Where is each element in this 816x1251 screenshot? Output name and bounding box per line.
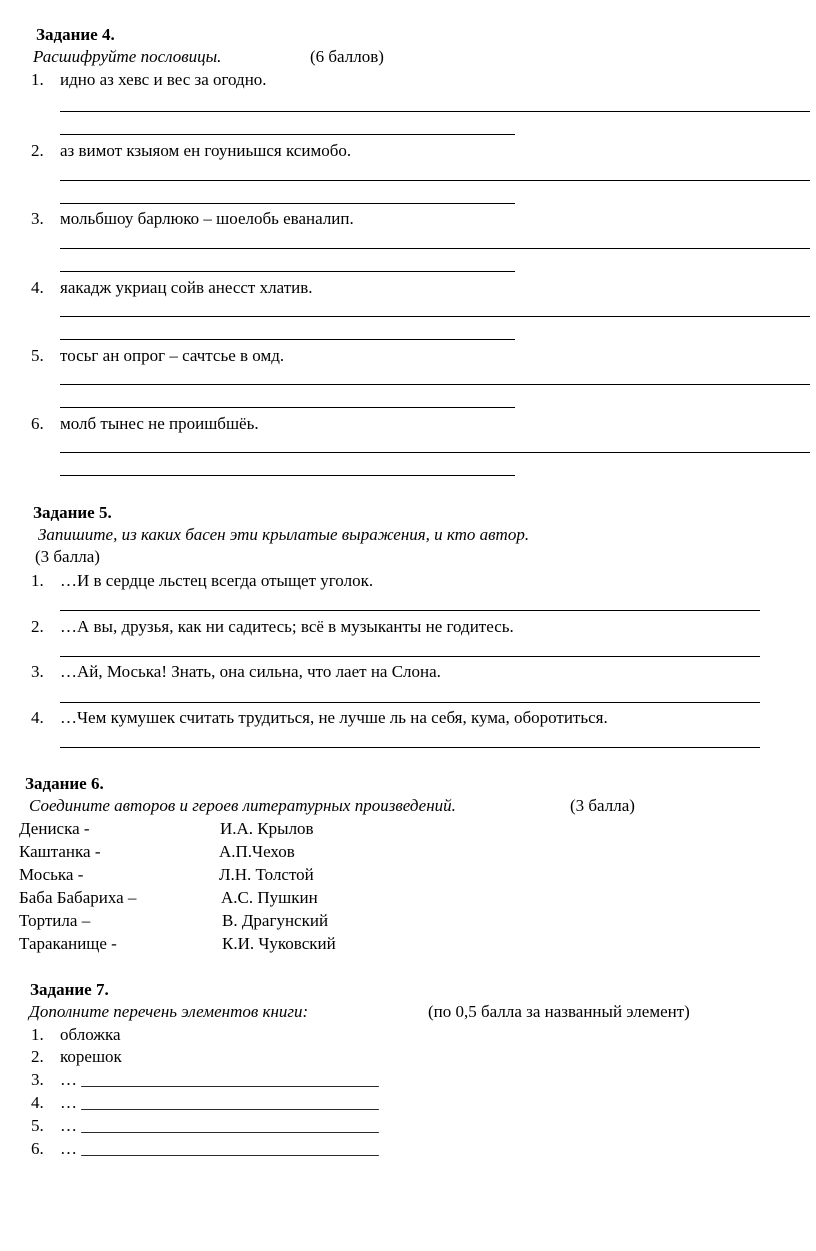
task6-points: (3 балла) bbox=[570, 796, 635, 815]
answer-line[interactable] bbox=[60, 316, 810, 317]
task7-answer-blank[interactable]: … ___________________________________ bbox=[60, 1093, 379, 1112]
answer-line[interactable] bbox=[60, 452, 810, 453]
task4-item-number: 4. bbox=[31, 278, 44, 297]
task4-item-number: 2. bbox=[31, 141, 44, 160]
task6-title: Задание 6. bbox=[25, 774, 104, 793]
task7-item-text: корешок bbox=[60, 1047, 122, 1066]
hero-name: Тортила – bbox=[19, 911, 91, 930]
task5-item-number: 1. bbox=[31, 571, 44, 590]
task5-item-text: …Чем кумушек считать трудиться, не лучше ль на себя, кума, оборотиться. bbox=[60, 708, 608, 727]
author-name: А.П.Чехов bbox=[219, 842, 295, 861]
answer-line[interactable] bbox=[60, 702, 760, 703]
answer-line[interactable] bbox=[60, 339, 515, 340]
answer-line[interactable] bbox=[60, 747, 760, 748]
task5-item-text: …А вы, друзья, как ни садитесь; всё в музыканты не годитесь. bbox=[60, 617, 514, 636]
task4-item-number: 5. bbox=[31, 346, 44, 365]
task5-item-number: 4. bbox=[31, 708, 44, 727]
task7-item-number: 2. bbox=[31, 1047, 44, 1066]
author-name: Л.Н. Толстой bbox=[219, 865, 314, 884]
task4-points: (6 баллов) bbox=[310, 47, 384, 66]
hero-name: Моська - bbox=[19, 865, 84, 884]
answer-line[interactable] bbox=[60, 271, 515, 272]
task5-points: (3 балла) bbox=[35, 547, 100, 566]
task7-item-number: 1. bbox=[31, 1025, 44, 1044]
task4-item-number: 1. bbox=[31, 70, 44, 89]
answer-line[interactable] bbox=[60, 180, 810, 181]
task7-points: (по 0,5 балла за названный элемент) bbox=[428, 1002, 690, 1021]
hero-name: Баба Бабариха – bbox=[19, 888, 137, 907]
author-name: И.А. Крылов bbox=[220, 819, 314, 838]
task5-item-number: 2. bbox=[31, 617, 44, 636]
hero-name: Дениска - bbox=[19, 819, 90, 838]
answer-line[interactable] bbox=[60, 656, 760, 657]
hero-name: Тараканище - bbox=[19, 934, 117, 953]
task4-item-number: 6. bbox=[31, 414, 44, 433]
task7-title: Задание 7. bbox=[30, 980, 109, 999]
task4-item-text: молб тынес не проишбшёь. bbox=[60, 414, 259, 433]
author-name: В. Драгунский bbox=[222, 911, 329, 930]
task5-item-text: …Ай, Моська! Знать, она сильна, что лает на Слона. bbox=[60, 662, 441, 681]
task4-item-text: идно аз хевс и вес за огодно. bbox=[60, 70, 267, 89]
answer-line[interactable] bbox=[60, 475, 515, 476]
task4-item-number: 3. bbox=[31, 209, 44, 228]
task5-item-text: …И в сердце льстец всегда отыщет уголок. bbox=[60, 571, 374, 590]
answer-line[interactable] bbox=[60, 111, 810, 112]
task7-item-text: обложка bbox=[60, 1025, 121, 1044]
answer-line[interactable] bbox=[60, 248, 810, 249]
task4-item-text: яакадж укриац сойв анесст хлатив. bbox=[60, 278, 313, 297]
answer-line[interactable] bbox=[60, 407, 515, 408]
task4-title: Задание 4. bbox=[36, 25, 115, 44]
task4-item-text: тосьг ан опрог – сачтсье в омд. bbox=[60, 346, 285, 365]
task7-instruction: Дополните перечень элементов книги: bbox=[29, 1002, 309, 1021]
task4-instruction: Расшифруйте пословицы. bbox=[33, 47, 222, 66]
task7-item-number: 5. bbox=[31, 1116, 44, 1135]
hero-name: Каштанка - bbox=[19, 842, 101, 861]
answer-line[interactable] bbox=[60, 134, 515, 135]
answer-line[interactable] bbox=[60, 384, 810, 385]
author-name: К.И. Чуковский bbox=[222, 934, 336, 953]
answer-line[interactable] bbox=[60, 203, 515, 204]
answer-line[interactable] bbox=[60, 610, 760, 611]
task7-item-number: 6. bbox=[31, 1139, 44, 1158]
task4-item-text: аз вимот кзыяом ен гоуниьшся ксимобо. bbox=[60, 141, 352, 160]
task5-instruction: Запишите, из каких басен эти крылатые выражения, и кто автор. bbox=[38, 525, 530, 544]
task7-answer-blank[interactable]: … ___________________________________ bbox=[60, 1116, 379, 1135]
task6-instruction: Соедините авторов и героев литературных произведений. bbox=[29, 796, 456, 815]
task4-item-text: мольбшоу барлюко – шоелобь еваналип. bbox=[60, 209, 354, 228]
author-name: А.С. Пушкин bbox=[221, 888, 318, 907]
task5-title: Задание 5. bbox=[33, 503, 112, 522]
task7-item-number: 3. bbox=[31, 1070, 44, 1089]
task7-item-number: 4. bbox=[31, 1093, 44, 1112]
task7-answer-blank[interactable]: … ___________________________________ bbox=[60, 1070, 379, 1089]
task7-answer-blank[interactable]: … ___________________________________ bbox=[60, 1139, 379, 1158]
task5-item-number: 3. bbox=[31, 662, 44, 681]
